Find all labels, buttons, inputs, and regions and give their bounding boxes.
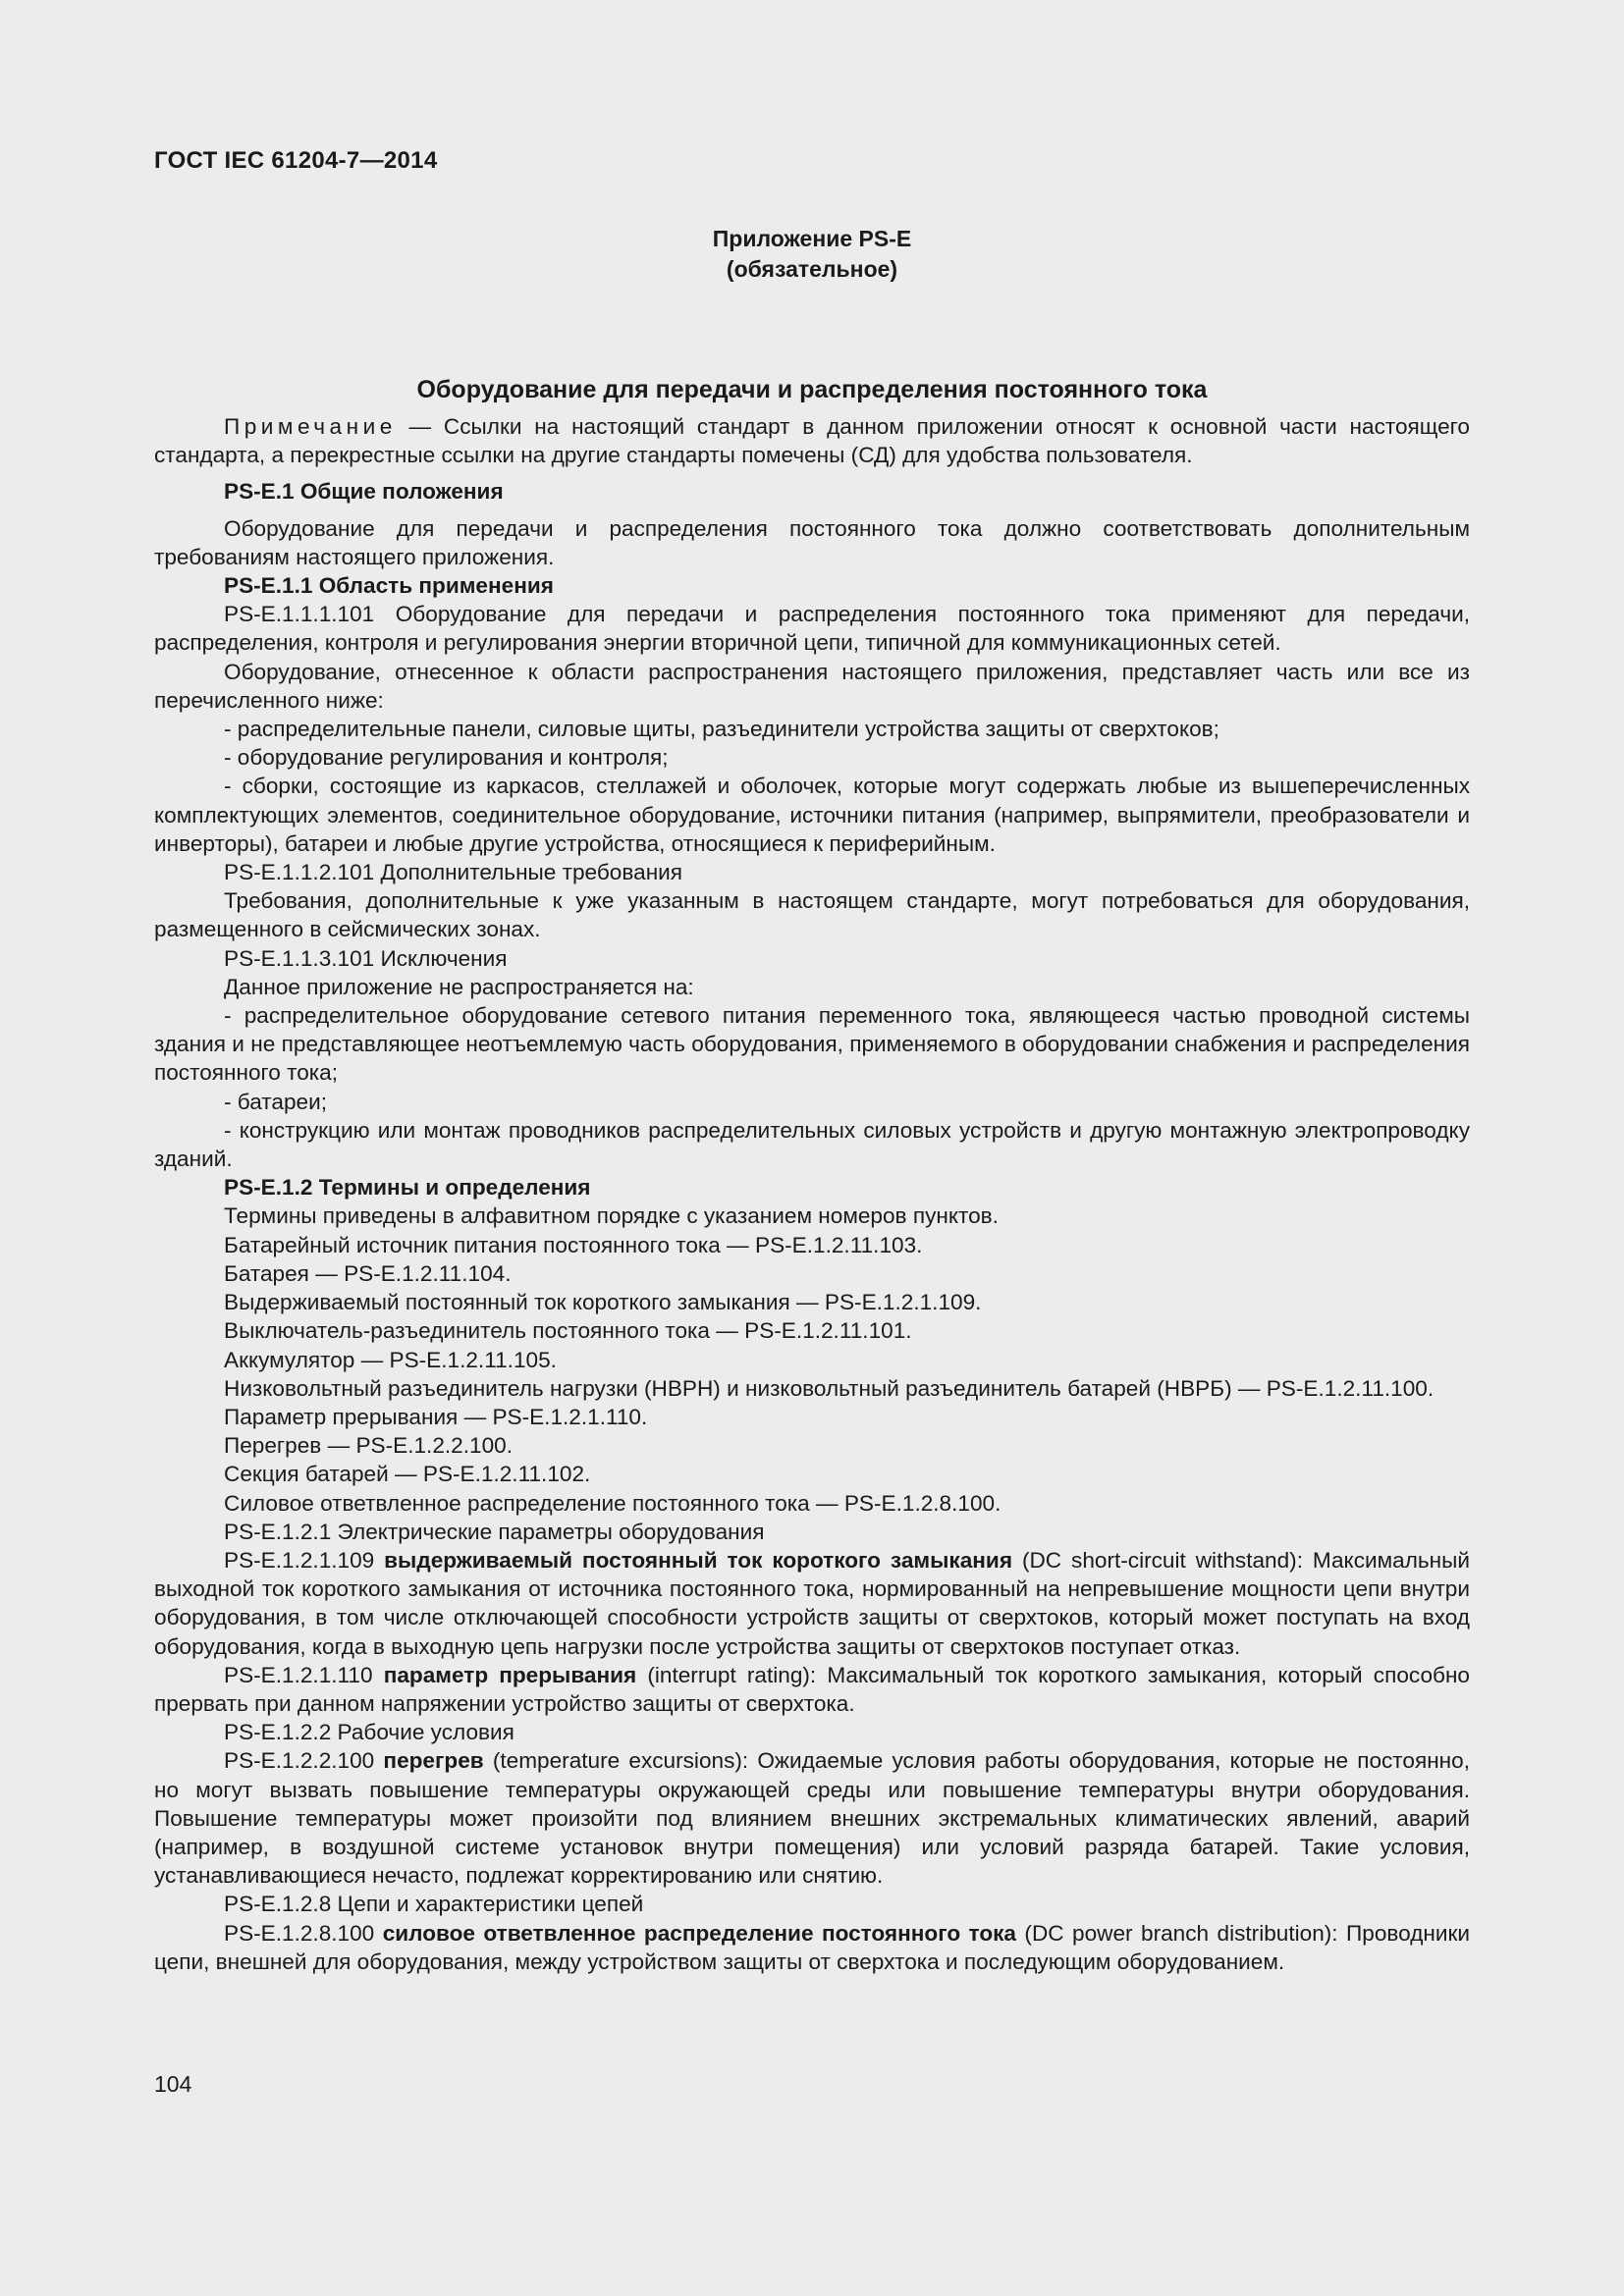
- term-index-item: Силовое ответвленное распределение постоянного тока — PS-E.1.2.8.100.: [224, 1490, 1001, 1516]
- annex-title: Приложение PS-E: [712, 226, 912, 251]
- definition-text: (interrupt rating): Максимальный ток короткого замыкания, который способно прервать при данном напряжении устройство защиты от сверхтока.: [154, 1662, 1470, 1716]
- term-index-item: Выдерживаемый постоянный ток короткого замыкания — PS-E.1.2.1.109.: [224, 1290, 982, 1315]
- definition-number: PS-E.1.2.2.100: [224, 1748, 384, 1774]
- note-label: Примечание: [224, 414, 397, 439]
- term-index-item: Батарейный источник питания постоянного тока — PS-E.1.2.11.103.: [224, 1232, 923, 1257]
- definition-text: (DC power branch distribution): Проводники цепи, внешней для оборудования, между устройством защиты от сверхтока и последующим оборудованием.: [154, 1920, 1470, 1974]
- definition-paragraph: [154, 1546, 1470, 1661]
- list-item: - батареи;: [224, 1089, 327, 1114]
- definition-paragraph: [154, 1661, 1470, 1718]
- term-index-item: Перегрев — PS-E.1.2.2.100.: [224, 1433, 513, 1459]
- defined-term: силовое ответвленное распределение постоянного тока: [382, 1920, 1016, 1946]
- paragraph: PS-E.1.1.1.101 Оборудование для передачи и распределения постоянного тока применяют для передачи, распределения, контроля и регулирования энергии вторичной цепи, типичной для коммуникационных сетей.: [154, 602, 1470, 656]
- subclause-heading: PS-E.1.2.1 Электрические параметры оборудования: [224, 1519, 765, 1544]
- definition-text: (temperature excursions): Ожидаемые условия работы оборудования, которые не постоянно, но могут вызвать повышение температуры окружающей среды или повышение температуры внутри оборудования. Повышение температуры может произойти под влиянием внешних экстремальных климатических явлений, аварий (например, в воздушной системе установок внутри помещения) или условий разряда батарей. Такие условия, устанавливающиеся нечасто, подлежат корректированию или снятию.: [154, 1748, 1470, 1889]
- list-item: - распределительные панели, силовые щиты, разъединители устройства защиты от сверхтоков;: [224, 717, 1219, 742]
- document-body: [154, 369, 1470, 1976]
- note-paragraph: [154, 412, 1470, 469]
- paragraph: Оборудование для передачи и распределения постоянного тока должно соответствовать дополнительным требованиям настоящего приложения.: [154, 515, 1470, 569]
- term-index-item: Секция батарей — PS-E.1.2.11.102.: [224, 1462, 591, 1487]
- term-index-item: Аккумулятор — PS-E.1.2.11.105.: [224, 1347, 557, 1372]
- definition-number: PS-E.1.2.1.109: [224, 1547, 385, 1573]
- page-number: 104: [154, 2071, 192, 2097]
- subclause-heading: PS-E.1.1.2.101 Дополнительные требования: [224, 860, 683, 885]
- list-item: - конструкцию или монтаж проводников распределительных силовых устройств и другую монтажную электропроводку зданий.: [154, 1117, 1470, 1172]
- annex-status: (обязательное): [726, 256, 898, 282]
- section-title: Оборудование для передачи и распределения постоянного тока: [416, 376, 1208, 403]
- list-item: - сборки, состоящие из каркасов, стеллажей и оболочек, которые могут содержать любые из вышеперечисленных комплектующих элементов, соединительное оборудование, источники питания (например, выпрямители, преобразователи и инверторы), батареи и любые другие устройства, относящиеся к периферийным.: [154, 774, 1470, 856]
- standard-header: ГОСТ IEC 61204-7—2014: [154, 147, 438, 174]
- list-item: - распределительное оборудование сетевого питания переменного тока, являющееся частью проводной системы здания и не представляющее неотъемлемую часть оборудования, применяемого в оборудовании снабжения и распределения постоянного тока;: [154, 1003, 1470, 1086]
- paragraph: Данное приложение не распространяется на:: [224, 974, 694, 999]
- paragraph: Оборудование, отнесенное к области распространения настоящего приложения, представляет часть или все из перечисленного ниже:: [154, 659, 1470, 713]
- defined-term: параметр прерывания: [383, 1662, 637, 1687]
- definition-paragraph: [154, 1919, 1470, 1976]
- term-index-item: Параметр прерывания — PS-E.1.2.1.110.: [224, 1404, 648, 1429]
- subclause-heading: PS-E.1.1.3.101 Исключения: [224, 945, 508, 971]
- definition-paragraph: [154, 1746, 1470, 1890]
- term-index-item: Низковольтный разъединитель нагрузки (НВРН) и низковольтный разъединитель батарей (НВРБ) — PS-E.1.2.11.100.: [224, 1375, 1435, 1401]
- term-index-item: Батарея — PS-E.1.2.11.104.: [224, 1260, 512, 1286]
- paragraph: Термины приведены в алфавитном порядке с указанием номеров пунктов.: [224, 1203, 999, 1229]
- definition-number: PS-E.1.2.8.100: [224, 1920, 383, 1946]
- heading-scope: PS-E.1.1 Область применения: [224, 573, 554, 599]
- subclause-heading: PS-E.1.2.8 Цепи и характеристики цепей: [224, 1892, 644, 1917]
- subclause-heading: PS-E.1.2.2 Рабочие условия: [224, 1720, 514, 1745]
- annex-heading: [0, 224, 1624, 285]
- defined-term: перегрев: [383, 1748, 484, 1774]
- heading-general: PS-E.1 Общие положения: [224, 479, 504, 505]
- definition-text: (DC short-circuit withstand): Максимальный выходной ток короткого замыкания от источника постоянного тока, нормированный на непревышение мощности цепи внутри оборудования, в том числе отключающей способности устройств защиты от сверхтоков, который может поступать на вход оборудования, когда в выходную цепь нагрузки после устройства защиты от сверхтоков поступает отказ.: [154, 1547, 1471, 1659]
- term-index-item: Выключатель-разъединитель постоянного тока — PS-E.1.2.11.101.: [224, 1318, 912, 1344]
- list-item: - оборудование регулирования и контроля;: [224, 745, 669, 771]
- note-text: — Ссылки на настоящий стандарт в данном приложении относят к основной части настоящего стандарта, а перекрестные ссылки на другие стандарты помечены (СД) для удобства пользователя.: [154, 414, 1470, 468]
- defined-term: выдерживаемый постоянный ток короткого замыкания: [384, 1547, 1013, 1573]
- heading-terms: PS-E.1.2 Термины и определения: [224, 1175, 591, 1201]
- definition-number: PS-E.1.2.1.110: [224, 1662, 384, 1687]
- paragraph: Требования, дополнительные к уже указанным в настоящем стандарте, могут потребоваться для оборудования, размещенного в сейсмических зонах.: [154, 888, 1470, 942]
